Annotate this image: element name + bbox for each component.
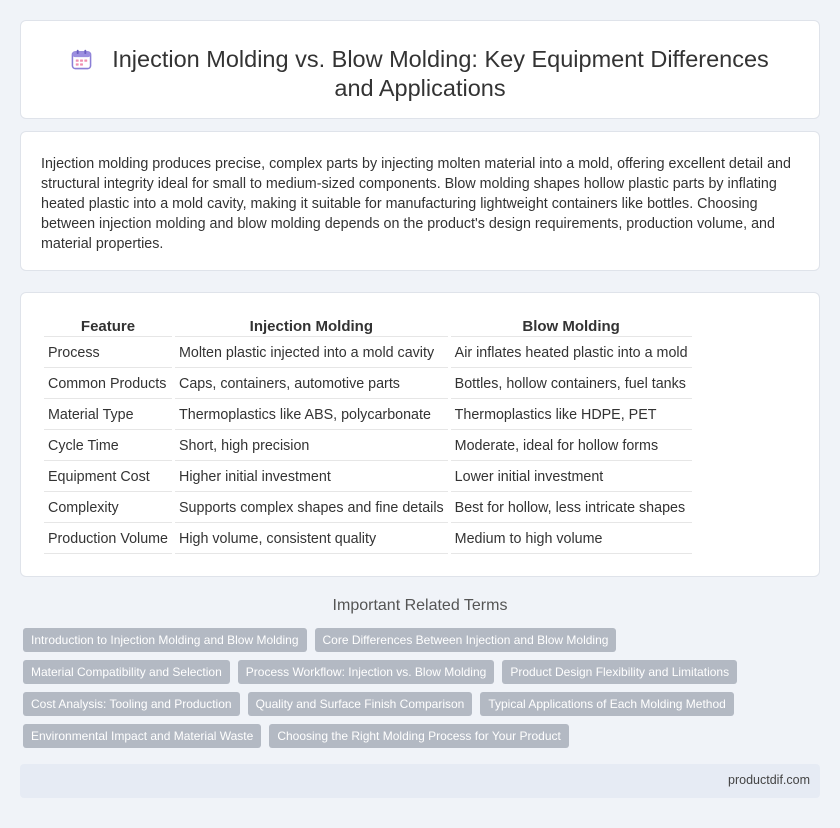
injection-cell: Caps, containers, automotive parts <box>175 370 448 399</box>
feature-cell: Cycle Time <box>44 432 172 461</box>
table-row <box>44 525 692 554</box>
injection-cell: Supports complex shapes and fine details <box>175 494 448 523</box>
related-tag[interactable]: Material Compatibility and Selection <box>23 660 230 684</box>
related-tag[interactable]: Environmental Impact and Material Waste <box>23 724 261 748</box>
related-tags <box>23 628 813 756</box>
feature-cell: Production Volume <box>44 525 172 554</box>
related-terms-title: Important Related Terms <box>332 597 508 614</box>
injection-cell: High volume, consistent quality <box>175 525 448 554</box>
tag-row <box>23 628 813 652</box>
column-header-injection: Injection Molding <box>175 317 448 337</box>
page-title-row <box>21 45 819 103</box>
summary-card <box>20 131 820 271</box>
related-tag[interactable]: Typical Applications of Each Molding Method <box>480 692 733 716</box>
table-header-row <box>44 317 692 337</box>
related-tag[interactable]: Cost Analysis: Tooling and Production <box>23 692 240 716</box>
table-row <box>44 339 692 368</box>
injection-cell: Higher initial investment <box>175 463 448 492</box>
injection-cell: Short, high precision <box>175 432 448 461</box>
injection-cell: Thermoplastics like ABS, polycarbonate <box>175 401 448 430</box>
related-tag[interactable]: Choosing the Right Molding Process for Your Product <box>269 724 569 748</box>
comparison-table <box>41 315 695 556</box>
tag-row <box>23 692 813 716</box>
table-row <box>44 401 692 430</box>
related-tag[interactable]: Quality and Surface Finish Comparison <box>248 692 473 716</box>
blow-cell: Bottles, hollow containers, fuel tanks <box>451 370 692 399</box>
related-tag[interactable]: Introduction to Injection Molding and Blow Molding <box>23 628 307 652</box>
feature-cell: Common Products <box>44 370 172 399</box>
table-row <box>44 370 692 399</box>
table-row <box>44 463 692 492</box>
injection-cell: Molten plastic injected into a mold cavity <box>175 339 448 368</box>
table-body <box>44 339 692 554</box>
related-tag[interactable]: Core Differences Between Injection and Blow Molding <box>315 628 617 652</box>
blow-cell: Lower initial investment <box>451 463 692 492</box>
feature-cell: Complexity <box>44 494 172 523</box>
blow-cell: Thermoplastics like HDPE, PET <box>451 401 692 430</box>
tag-row <box>23 724 813 748</box>
table-row <box>44 432 692 461</box>
feature-cell: Process <box>44 339 172 368</box>
blow-cell: Medium to high volume <box>451 525 692 554</box>
feature-cell: Material Type <box>44 401 172 430</box>
calendar-icon <box>71 49 92 70</box>
tag-row <box>23 660 813 684</box>
comparison-card <box>20 292 820 577</box>
summary-text: Injection molding produces precise, complex parts by injecting molten material into a mold, offering excellent detail and structural integrity ideal for small to medium-sized components. Blow molding shapes hollow plastic parts by inflating heated plastic into a mold cavity, making it suitable for manufacturing lightweight containers like bottles. Choosing between injection molding and blow molding depends on the product's design requirements, production volume, and material properties. <box>41 156 791 252</box>
blow-cell: Best for hollow, less intricate shapes <box>451 494 692 523</box>
footer-site-link[interactable]: productdif.com <box>728 773 810 787</box>
header-card <box>20 20 820 119</box>
blow-cell: Air inflates heated plastic into a mold <box>451 339 692 368</box>
feature-cell: Equipment Cost <box>44 463 172 492</box>
column-header-blow: Blow Molding <box>451 317 692 337</box>
page-title: Injection Molding vs. Blow Molding: Key Equipment Differences and Applications <box>112 46 769 101</box>
column-header-feature: Feature <box>44 317 172 337</box>
footer <box>20 764 820 798</box>
blow-cell: Moderate, ideal for hollow forms <box>451 432 692 461</box>
related-tag[interactable]: Product Design Flexibility and Limitations <box>502 660 737 684</box>
table-row <box>44 494 692 523</box>
related-tag[interactable]: Process Workflow: Injection vs. Blow Molding <box>238 660 495 684</box>
